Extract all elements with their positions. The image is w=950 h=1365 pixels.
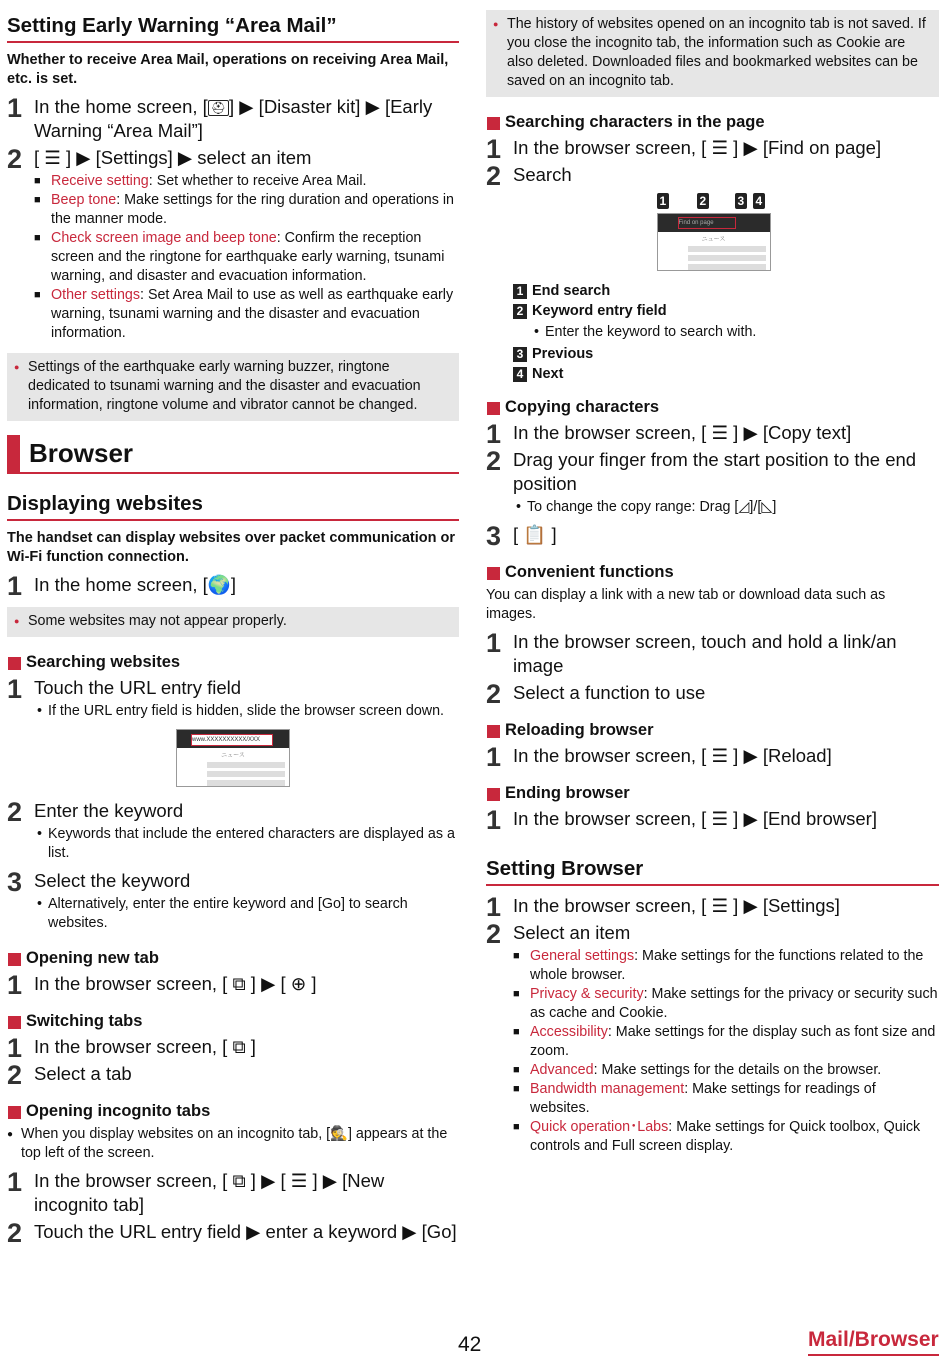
- setting-item-text: : Set Area Mail to use as well as earthquake early warning, tsunami warning and the disaster and evacuation information.: [51, 287, 454, 341]
- step: 2 Search: [486, 161, 572, 191]
- step: 2 Touch the URL entry field ▶ enter a keyword ▶ [Go]: [7, 1218, 457, 1248]
- step: 1 In the home screen, [ ⛑ ] ▶ [Disaster kit] ▶ [Early Warning “Area Mail”]: [7, 93, 433, 141]
- step: 2 Select a function to use: [486, 679, 706, 709]
- setting-item: [513, 1080, 939, 1118]
- setting-item-label: Receive setting: [51, 173, 149, 189]
- incognito-title: Opening incognito tabs: [7, 1102, 459, 1121]
- step-note: • To change the copy range: Drag [◿]/[◺]: [513, 498, 939, 517]
- new-tab-title: Opening new tab: [7, 949, 459, 968]
- copy-title: Copying characters: [486, 398, 939, 417]
- setting-item: [34, 191, 459, 229]
- step-note: • Keywords that include the entered characters are displayed as a list.: [34, 825, 459, 863]
- label-2: 2: [697, 193, 710, 209]
- setting-item: [34, 172, 459, 191]
- screen-label: ニュース: [221, 753, 245, 759]
- step: 1 In the browser screen, touch and hold a link/an image: [486, 628, 897, 676]
- step: 1 In the browser screen, [ ☰ ] ▶ [Reload]: [486, 742, 832, 772]
- setting-item-label: Beep tone: [51, 192, 117, 208]
- step: 2 Drag your finger from the start position to the end position: [486, 446, 917, 494]
- setting-item-label: Advanced: [530, 1062, 594, 1078]
- setting-item-text: : Make settings for readings of websites.: [530, 1081, 876, 1116]
- find-label-item: [513, 303, 939, 319]
- url-entry-field: www.XXXXXXXXXX/XXX: [191, 734, 273, 746]
- setting-item: [513, 1061, 939, 1080]
- find-label-note: • Enter the keyword to search with.: [531, 323, 939, 342]
- setting-item-label: Privacy & security: [530, 986, 644, 1002]
- setting-item-text: : Make settings for the ring duration and operations in the manner mode.: [51, 192, 454, 227]
- find-label-number: 4: [513, 367, 527, 382]
- convenient-title: Convenient functions: [486, 563, 939, 582]
- step: 2 [ ☰ ] ▶ [Settings] ▶ select an item: [7, 144, 312, 174]
- setting-item-label: General settings: [530, 948, 635, 964]
- step: 1 In the home screen, [🌍]: [7, 571, 236, 601]
- step-note: • Alternatively, enter the entire keyword and [Go] to search websites.: [34, 895, 459, 933]
- incognito-bullet: ● When you display websites on an incognito tab, [🕵] appears at the top left of the screen.: [7, 1125, 459, 1163]
- right-column: [486, 10, 939, 1156]
- step: 1 In the browser screen, [ ☰ ] ▶ [End browser]: [486, 805, 877, 835]
- setting-item-label: Bandwidth management: [530, 1081, 685, 1097]
- disaster-kit-icon: ⛑: [208, 100, 229, 116]
- switching-tabs-title: Switching tabs: [7, 1012, 459, 1031]
- convenient-lead: You can display a link with a new tab or download data such as images.: [486, 587, 886, 622]
- step: 2 Select an item: [486, 919, 631, 949]
- find-label-text: Keyword entry field: [532, 303, 667, 319]
- end-title: Ending browser: [486, 784, 939, 803]
- setting-item: [34, 286, 459, 343]
- step: 1 In the browser screen, [ ⧉ ]: [7, 1033, 256, 1063]
- setting-item-text: : Set whether to receive Area Mail.: [148, 173, 367, 189]
- reload-title: Reloading browser: [486, 721, 939, 740]
- step: 3 [ 📋 ]: [486, 521, 557, 551]
- searching-websites-title: Searching websites: [7, 653, 459, 672]
- displaying-websites-title: Displaying websites: [7, 488, 459, 521]
- find-keyword-field: Find on page: [678, 217, 736, 229]
- setting-item-text: : Make settings for Quick toolbox, Quick controls and Full screen display.: [530, 1119, 921, 1154]
- find-label-text: End search: [532, 283, 611, 299]
- find-label-item: [513, 366, 939, 382]
- note: ● The history of websites opened on an incognito tab is not saved. If you close the incognito tab, the information such as Cookie are also deleted. Downloaded files and bookmarked websites can be saved on an incognito tab.: [486, 10, 939, 97]
- find-label-text: Previous: [532, 346, 594, 362]
- setting-item: [513, 1118, 939, 1156]
- step: 1 In the browser screen, [ ☰ ] ▶ [Copy text]: [486, 419, 852, 449]
- browser-screenshot: [176, 729, 290, 787]
- find-label-number: 2: [513, 304, 527, 319]
- section-name: Mail/Browser: [808, 1328, 939, 1356]
- find-label-number: 3: [513, 347, 527, 362]
- step-note: • If the URL entry field is hidden, slide the browser screen down.: [34, 702, 459, 721]
- step: 2 Select a tab: [7, 1060, 132, 1090]
- find-on-page-screenshot: [657, 213, 771, 271]
- find-screenshot-wrapper: [657, 193, 769, 271]
- step: 1 Touch the URL entry field: [7, 674, 242, 704]
- setting-item: [513, 985, 939, 1023]
- label-3: 3: [735, 193, 748, 209]
- setting-item: [513, 947, 939, 985]
- early-warning-lead: Whether to receive Area Mail, operations on receiving Area Mail, etc. is set.: [7, 52, 449, 87]
- early-warning-title: Setting Early Warning “Area Mail”: [7, 10, 459, 43]
- step: 1 In the browser screen, [ ☰ ] ▶ [Find on page]: [486, 134, 882, 164]
- left-column: [7, 10, 459, 1246]
- displaying-lead: The handset can display websites over packet communication or Wi-Fi function connection.: [7, 530, 456, 565]
- step: 3 Select the keyword: [7, 867, 191, 897]
- step: 1 In the browser screen, [ ⧉ ] ▶ [ ⊕ ]: [7, 970, 317, 1000]
- setting-item-text: : Make settings for the functions related to the whole browser.: [530, 948, 924, 983]
- find-label-item: [513, 283, 939, 299]
- page-number: 42: [458, 1333, 482, 1356]
- label-1: 1: [657, 193, 670, 209]
- setting-item: [513, 1023, 939, 1061]
- label-4: 4: [753, 193, 766, 209]
- setting-item-label: Other settings: [51, 287, 140, 303]
- step: 1 In the browser screen, [ ☰ ] ▶ [Settings]: [486, 892, 840, 922]
- find-title: Searching characters in the page: [486, 113, 939, 132]
- note: ● Some websites may not appear properly.: [7, 607, 459, 637]
- setting-item-label: Check screen image and beep tone: [51, 230, 277, 246]
- setting-item-label: Accessibility: [530, 1024, 608, 1040]
- setting-browser-title: Setting Browser: [486, 853, 939, 886]
- note: ● Settings of the earthquake early warning buzzer, ringtone dedicated to tsunami warning and the disaster and evacuation information, ringtone volume and vibrator cannot be changed.: [7, 353, 459, 421]
- setting-item: [34, 229, 459, 286]
- setting-item-label: Quick operation･Labs: [530, 1119, 669, 1135]
- step: 2 Enter the keyword: [7, 797, 184, 827]
- setting-item-text: : Make settings for the details on the browser.: [593, 1062, 882, 1078]
- setting-item-text: : Make settings for the display such as font size and zoom.: [530, 1024, 936, 1059]
- setting-item-text: : Make settings for the privacy or security such as cache and Cookie.: [530, 986, 938, 1021]
- find-label-item: [513, 346, 939, 362]
- screen-label: ニュース: [701, 237, 726, 243]
- setting-item-text: : Confirm the reception screen and the ringtone for earthquake early warning, tsunami warning, and disaster and evacuation information.: [51, 230, 445, 284]
- find-label-text: Next: [532, 366, 564, 382]
- find-label-number: 1: [513, 284, 527, 299]
- browser-chapter-title: Browser: [7, 435, 459, 474]
- step: 1 In the browser screen, [ ⧉ ] ▶ [ ☰ ] ▶ [New incognito tab]: [7, 1167, 385, 1215]
